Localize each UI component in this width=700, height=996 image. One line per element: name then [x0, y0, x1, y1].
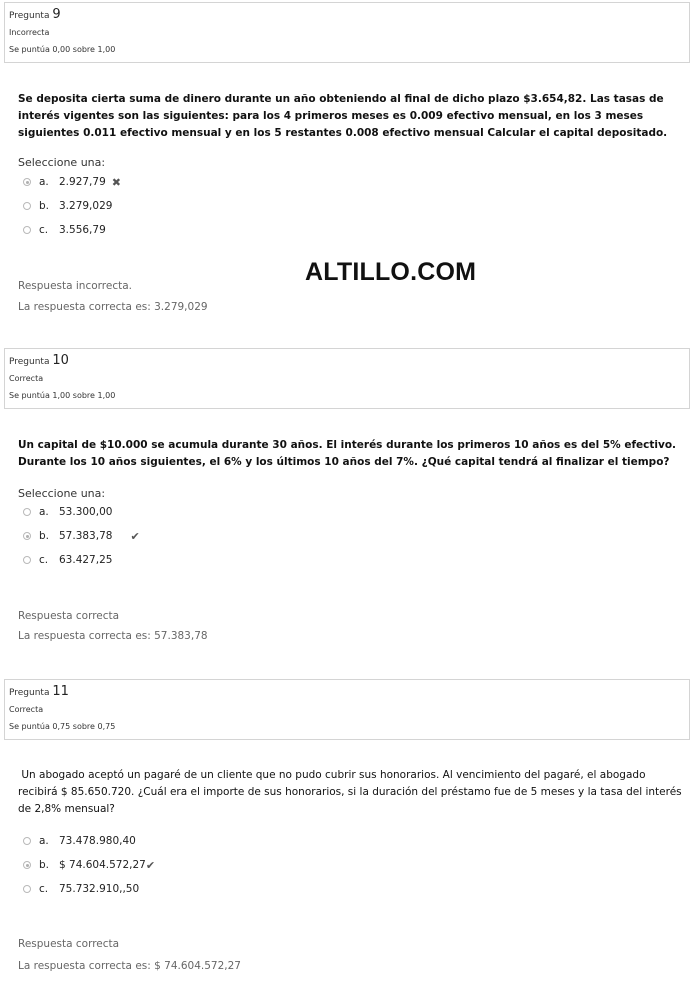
question-text: Un abogado aceptó un pagaré de un cliente que no pudo cubrir sus honorarios. Al vencimiento del pagaré, el abogado recibirá $ 85.650.720. ¿Cuál era el importe de sus honorarios, si la duración del préstamo fue de 5 meses y la tasa del interés de 2,8% mensual? — [18, 769, 685, 815]
question-info-11 — [4, 679, 690, 740]
question-info-10 — [4, 348, 690, 409]
answer-option-b[interactable] — [23, 857, 155, 873]
answer-option-c[interactable] — [23, 222, 106, 238]
radio-button[interactable] — [23, 885, 31, 893]
option-value: 53.300,00 — [59, 506, 113, 518]
answer-option-c[interactable] — [23, 881, 139, 897]
option-letter: a. — [39, 835, 49, 847]
radio-button[interactable] — [23, 508, 31, 516]
radio-button[interactable] — [23, 532, 31, 540]
option-letter: b. — [39, 200, 50, 212]
answer-option-c[interactable] — [23, 552, 112, 568]
question-number-value: 10 — [52, 353, 69, 368]
question-grade: Se puntúa 0,75 sobre 0,75 — [9, 722, 116, 731]
answer-option-b[interactable] — [23, 198, 112, 214]
question-text: Un capital de $10.000 se acumula durante 30 años. El interés durante los primeros 10 años es del 5% efectivo. Durante los 10 años siguientes, el 6% y los últimos 10 años del 7%. ¿Qué capital tendrá al finalizar el tiempo? — [18, 439, 677, 468]
question-text: Se deposita cierta suma de dinero durante un año obteniendo al final de dicho plazo $3.654,82. Las tasas de interés vigentes son las siguientes: para los 4 primeros meses es 0.009 efectivo mensual, en los 3 meses siguientes 0.011 efectivo mensual y en los 5 restantes 0.008 efectivo mensual Calcular el capital depositado. — [18, 93, 668, 139]
question-label: Pregunta — [9, 11, 50, 21]
question-grade: Se puntúa 0,00 sobre 1,00 — [9, 45, 116, 54]
question-number — [9, 355, 689, 368]
question-number-value: 11 — [52, 684, 69, 699]
option-letter: b. — [39, 859, 50, 871]
answer-option-a[interactable] — [23, 174, 121, 190]
watermark-logo: ALTILLO.COM — [305, 258, 477, 286]
option-letter: c. — [39, 554, 49, 566]
question-grade: Se puntúa 1,00 sobre 1,00 — [9, 391, 116, 400]
feedback-text: Respuesta incorrecta. — [18, 280, 133, 292]
option-value: 57.383,78 — [59, 530, 113, 542]
option-value: 75.732.910,,50 — [59, 883, 140, 895]
radio-button[interactable] — [23, 178, 31, 186]
option-value: 2.927,79 — [59, 176, 106, 188]
radio-button[interactable] — [23, 556, 31, 564]
question-number — [9, 9, 689, 22]
option-letter: b. — [39, 530, 50, 542]
answer-option-a[interactable] — [23, 504, 112, 520]
option-letter: c. — [39, 883, 49, 895]
answer-option-a[interactable] — [23, 833, 136, 849]
question-number — [9, 686, 689, 699]
select-prompt: Seleccione una: — [18, 487, 106, 500]
radio-button[interactable] — [23, 837, 31, 845]
question-state: Incorrecta — [9, 28, 50, 37]
option-value: 73.478.980,40 — [59, 835, 136, 847]
radio-button[interactable] — [23, 202, 31, 210]
right-answer-text: La respuesta correcta es: 3.279,029 — [18, 301, 208, 313]
question-label: Pregunta — [9, 688, 50, 698]
question-label: Pregunta — [9, 357, 50, 367]
option-value: 3.556,79 — [59, 224, 106, 236]
question-state: Correcta — [9, 705, 44, 714]
answer-option-b[interactable] — [23, 528, 140, 544]
correct-check-icon: ✔ — [145, 858, 156, 872]
feedback-text: Respuesta correcta — [18, 938, 120, 950]
option-value: 3.279,029 — [59, 200, 113, 212]
right-answer-text: La respuesta correcta es: $ 74.604.572,27 — [18, 960, 241, 972]
radio-button[interactable] — [23, 226, 31, 234]
radio-button[interactable] — [23, 861, 31, 869]
question-number-value: 9 — [52, 7, 61, 22]
question-state: Correcta — [9, 374, 44, 383]
right-answer-text: La respuesta correcta es: 57.383,78 — [18, 630, 208, 642]
incorrect-icon: ✖ — [111, 175, 121, 189]
feedback-text: Respuesta correcta — [18, 610, 120, 622]
correct-check-icon: ✔ — [130, 529, 140, 543]
option-letter: a. — [39, 176, 49, 188]
option-value: $ 74.604.572,27 — [59, 859, 146, 871]
option-letter: a. — [39, 506, 49, 518]
question-info-9 — [4, 2, 690, 63]
option-letter: c. — [39, 224, 49, 236]
select-prompt: Seleccione una: — [18, 156, 106, 169]
option-value: 63.427,25 — [59, 554, 113, 566]
